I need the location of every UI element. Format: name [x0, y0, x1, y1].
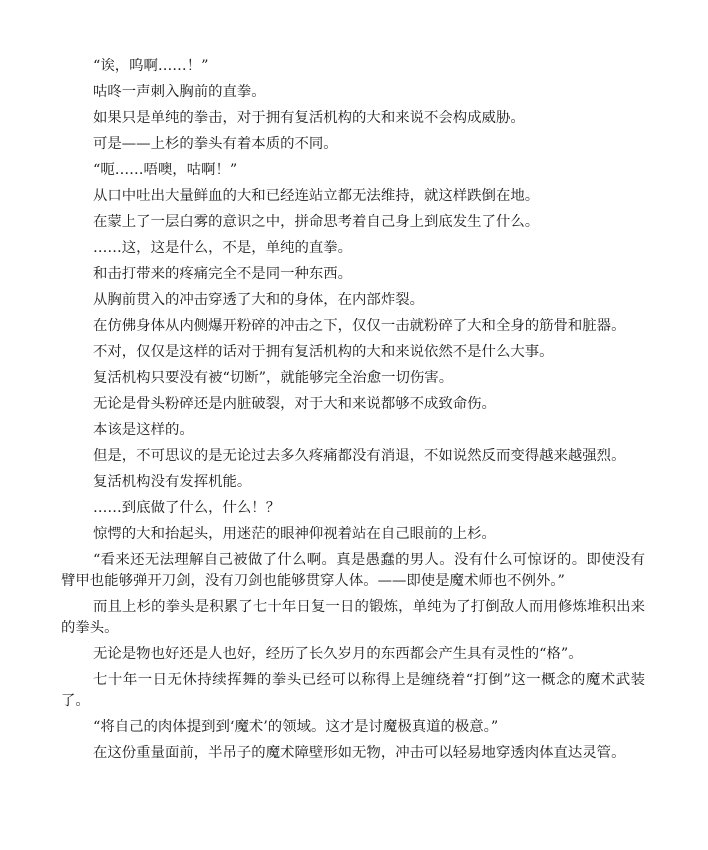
paragraph: ……到底做了什么，什么！？ — [93, 500, 281, 516]
paragraph: “看来还无法理解自己被做了什么啊。真是愚蠢的男人。没有什么可惊讶的。即使没有臂甲也能够弹开刀剑，没有刀剑也能够贯穿人体。——即使是魔术师也不例外。” — [61, 552, 645, 589]
paragraph: 从胸前贯入的冲击穿透了大和的身体，在内部炸裂。 — [93, 292, 424, 308]
paragraph: 在这份重量面前，半吊子的魔术障壁形如无物，冲击可以轻易地穿透肉体直达灵管。 — [93, 745, 626, 761]
paragraph: 咕咚一声刺入胸前的直拳。 — [93, 84, 266, 100]
paragraph: 复活机构只要没有被“切断”，就能够完全治愈一切伤害。 — [93, 370, 454, 386]
paragraph: 本该是这样的。 — [93, 422, 194, 438]
paragraph: 如果只是单纯的拳击，对于拥有复活机构的大和来说不会构成威胁。 — [93, 110, 525, 126]
paragraph: 无论是物也好还是人也好，经历了长久岁月的东西都会产生具有灵性的“格”。 — [93, 646, 583, 662]
paragraph: 不对，仅仅是这样的话对于拥有复活机构的大和来说依然不是什么大事。 — [93, 344, 554, 360]
paragraph: “呃……唔噢，咕啊！” — [93, 162, 238, 178]
paragraph: 惊愕的大和抬起头，用迷茫的眼神仰视着站在自己眼前的上杉。 — [93, 526, 496, 542]
paragraph: 复活机构没有发挥机能。 — [93, 474, 252, 490]
paragraph: 无论是骨头粉碎还是内脏破裂，对于大和来说都够不成致命伤。 — [93, 396, 496, 412]
paragraph: 在蒙上了一层白雾的意识之中，拼命思考着自己身上到底发生了什么。 — [93, 214, 540, 230]
paragraph: 从口中吐出大量鲜血的大和已经连站立都无法维持，就这样跌倒在地。 — [93, 188, 540, 204]
paragraph: 在仿佛身体从内侧爆开粉碎的冲击之下，仅仅一击就粉碎了大和全身的筋骨和脏器。 — [93, 318, 626, 334]
paragraph: “诶，呜啊……！” — [93, 58, 209, 74]
paragraph: ……这，这是什么，不是，单纯的直拳。 — [93, 240, 353, 256]
paragraph: “将自己的肉体提到到‘魔术’的领域。这才是讨魔极真道的极意。” — [93, 719, 499, 735]
paragraph: 而且上杉的拳头是积累了七十年日复一日的锻炼，单纯为了打倒敌人而用修炼堆积出来的拳头。 — [61, 599, 645, 636]
paragraph: 和击打带来的疼痛完全不是同一种东西。 — [93, 266, 353, 282]
paragraph: 但是，不可思议的是无论过去多久疼痛都没有消退，不如说然反而变得越来越强烈。 — [93, 448, 626, 464]
paragraph: 七十年一日无休持续挥舞的拳头已经可以称得上是缠绕着“打倒”这一概念的魔术武装了。 — [61, 672, 645, 709]
paragraph: 可是——上杉的拳头有着本质的不同。 — [93, 136, 338, 152]
